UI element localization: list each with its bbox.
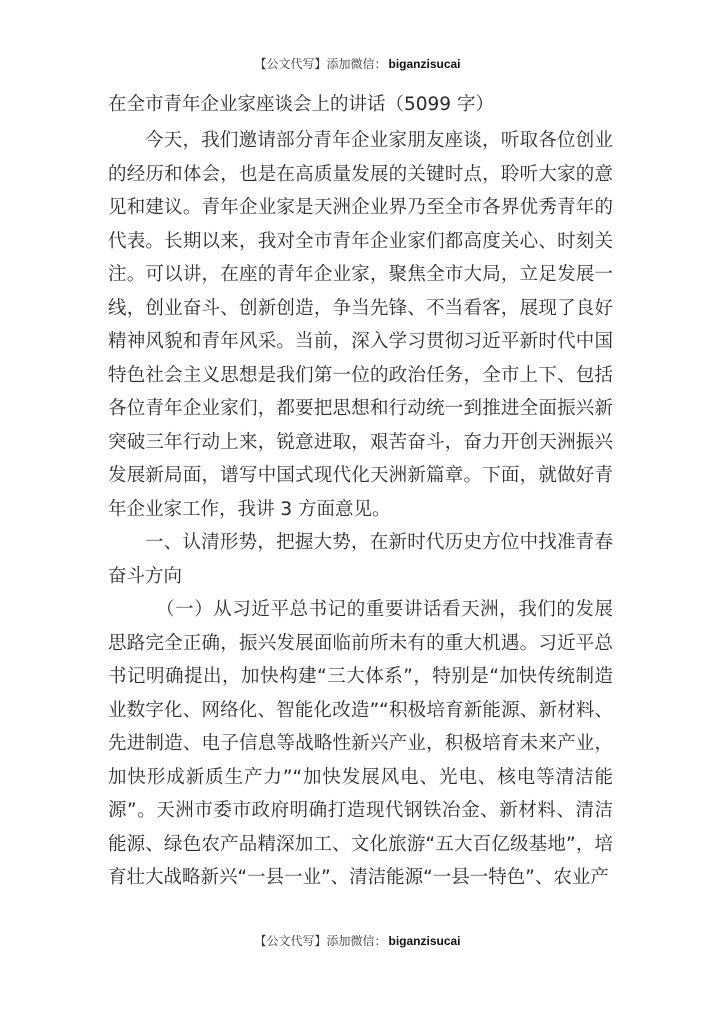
header-tag: 【公文代写】添加微信： (254, 57, 387, 71)
header-wechat-id: biganzisucai (388, 57, 461, 71)
paragraph-intro: 今天，我们邀请部分青年企业家朋友座谈，听取各位创业的经历和体会，也是在高质量发展的关键时点，聆听大家的意见和建议。青年企业家是天洲企业界乃至全市各界优秀青年的代表。长期以来，我对全市青年企业家们都高度关心、时刻关注。可以讲，在座的青年企业家，聚焦全市大局，立足发展一线，创业奋斗、创新创造，争当先锋、不当看客，展现了良好精神风貌和青年风采。当前，深入学习贯彻习近平新时代中国特色社会主义思想是我们第一位的政治任务，全市上下、包括各位青年企业家们，都要把思想和行动统一到推进全面振兴新突破三年行动上来，锐意进取，艰苦奋斗，奋力开创天洲振兴发展新局面，谱写中国式现代化天洲新篇章。下面，就做好青年企业家工作，我讲 3 方面意见。 (108, 130, 613, 520)
section-heading-1: 一、认清形势，把握大势，在新时代历史方位中找准青春奋斗方向 (108, 532, 613, 587)
page-footer (0, 932, 715, 949)
subsection-1-1: （一）从习近平总书记的重要讲话看天洲，我们的发展思路完全正确，振兴发展面临前所未有的重大机遇。习近平总书记明确提出，加快构建“三大体系”，特别是“加快传统制造业数字化、网络化、智能化改造”“积极培育新能源、新材料、先进制造、电子信息等战略性新兴产业，积极培育未来产业，加快形成新质生产力”“加快发展风电、光电、核电等清洁能源”。天洲市委市政府明确打造现代钢铁冶金、新材料、清洁能源、绿色农产品精深加工、文化旅游“五大百亿级基地”，培育壮大战略新兴“一县一业”、清洁能源“一县一特色”、农业产 (108, 599, 613, 888)
document-body (108, 93, 613, 895)
footer-wechat-id: biganzisucai (388, 934, 461, 948)
document-title: 在全市青年企业家座谈会上的讲话（5099 字） (108, 94, 494, 115)
footer-tag: 【公文代写】添加微信： (254, 934, 387, 948)
page-header (0, 55, 715, 72)
